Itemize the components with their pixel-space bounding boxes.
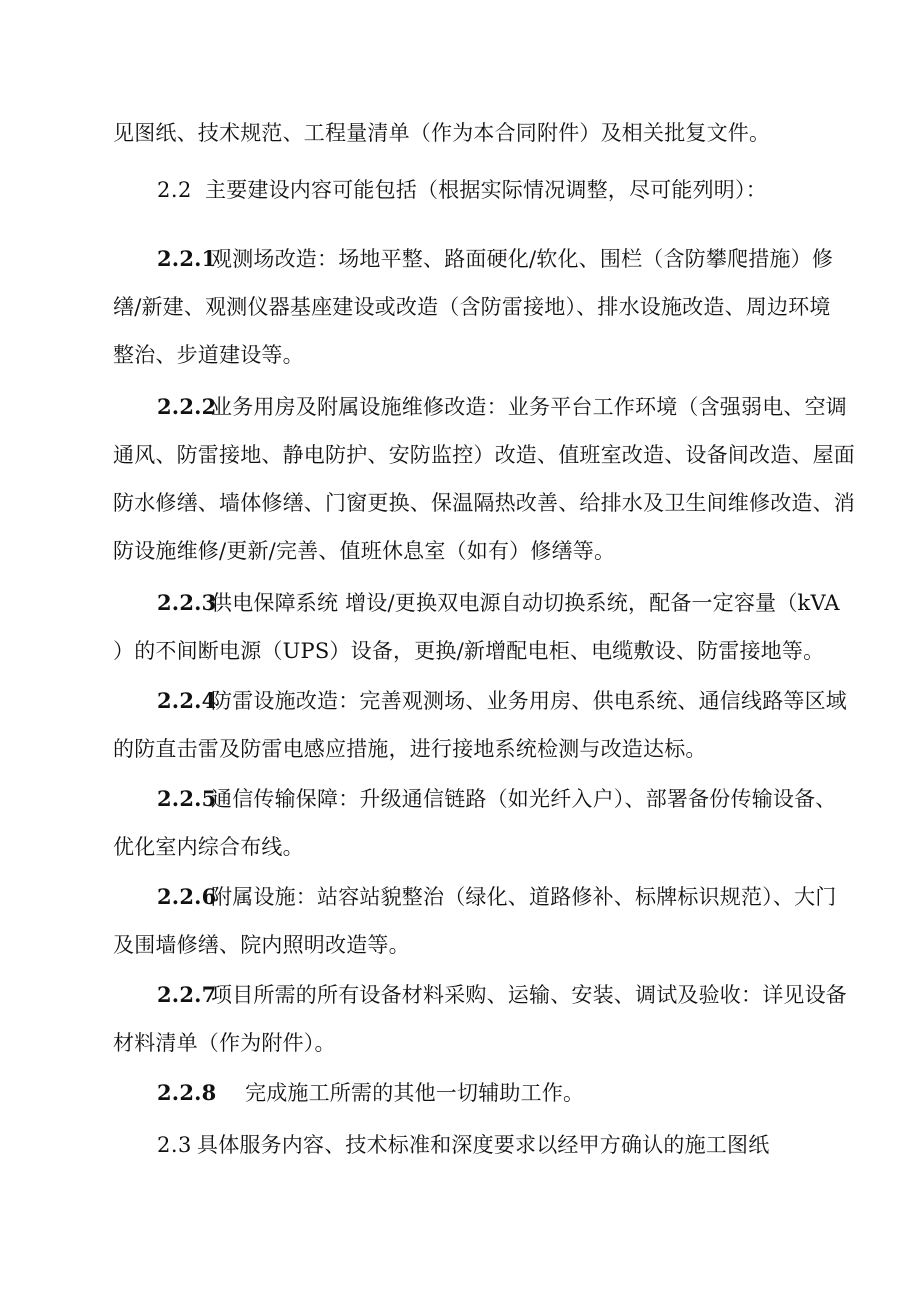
item-2-2-4-line1	[157, 686, 847, 716]
item-2-2-2-line1	[157, 392, 847, 422]
text-line: 项目所需的所有设备材料采购、运输、安装、调试及验收：详见设备	[211, 983, 847, 1007]
item-number: 2.2.4	[157, 688, 217, 713]
item-2-2-5-line2	[113, 832, 304, 862]
item-2-2-3-line2	[113, 636, 824, 666]
item-2-2-6-line2	[113, 930, 410, 960]
section-number: 2.2	[157, 178, 192, 202]
item-number: 2.2.1	[157, 246, 217, 271]
text-line: 业务用房及附属设施维修改造：业务平台工作环境（含强弱电、空调	[211, 395, 847, 419]
text-line: 通风、防雷接地、静电防护、安防监控）改造、值班室改造、设备间改造、屋面	[113, 443, 855, 467]
section-2-2	[157, 175, 767, 205]
text-line: 的防直击雷及防雷电感应措施，进行接地系统检测与改造达标。	[113, 737, 707, 761]
item-number: 2.2.8	[157, 1080, 217, 1105]
text-line: 观测场改造：场地平整、路面硬化/软化、围栏（含防攀爬措施）修	[211, 247, 834, 271]
item-2-2-1-line1	[157, 244, 833, 274]
item-2-2-2-line4	[113, 536, 615, 566]
item-2-2-2-line3	[113, 488, 855, 518]
text-line: 防雷设施改造：完善观测场、业务用房、供电系统、通信线路等区域	[211, 689, 847, 713]
text-line: 材料清单（作为附件）。	[113, 1031, 336, 1055]
item-2-2-7-line1	[157, 980, 847, 1010]
item-2-2-8	[157, 1078, 584, 1108]
section-text: 主要建设内容可能包括（根据实际情况调整，尽可能列明）：	[205, 178, 767, 202]
item-2-2-6-line1	[157, 882, 837, 912]
text-line: 供电保障系统 增设/更换双电源自动切换系统，配备一定容量（kVA	[211, 591, 840, 615]
text-line: 优化室内综合布线。	[113, 835, 304, 859]
item-number: 2.2.5	[157, 786, 217, 811]
text-line: 整治、步道建设等。	[113, 343, 304, 367]
text-line: 附属设施：站容站貌整治（绿化、道路修补、标牌标识规范）、大门	[211, 885, 837, 909]
paragraph-line	[113, 118, 770, 148]
item-2-2-7-line2	[113, 1028, 336, 1058]
item-2-2-5-line1	[157, 784, 837, 814]
section-2-3	[157, 1130, 769, 1160]
text-line: 防水修缮、墙体修缮、门窗更换、保温隔热改善、给排水及卫生间维修改造、消	[113, 491, 855, 515]
section-number: 2.3	[157, 1133, 192, 1157]
text-line: 通信传输保障：升级通信链路（如光纤入户）、部署备份传输设备、	[211, 787, 837, 811]
text-line: 见图纸、技术规范、工程量清单（作为本合同附件）及相关批复文件。	[113, 121, 771, 145]
item-2-2-2-line2	[113, 440, 855, 470]
item-number: 2.2.3	[157, 590, 217, 615]
item-number: 2.2.6	[157, 884, 217, 909]
text-line: ）的不间断电源（UPS）设备，更换/新增配电柜、电缆敷设、防雷接地等。	[113, 639, 825, 663]
text-line: 完成施工所需的其他一切辅助工作。	[245, 1081, 585, 1105]
item-2-2-4-line2	[113, 734, 707, 764]
item-2-2-3-line1	[157, 588, 840, 618]
item-2-2-1-line2	[113, 292, 831, 322]
text-line: 防设施维修/更新/完善、值班休息室（如有）修缮等。	[113, 539, 616, 563]
item-number: 2.2.7	[157, 982, 217, 1007]
item-2-2-1-line3	[113, 340, 304, 370]
section-text: 具体服务内容、技术标准和深度要求以经甲方确认的施工图纸	[197, 1133, 770, 1157]
text-line: 及围墙修缮、院内照明改造等。	[113, 933, 410, 957]
item-number: 2.2.2	[157, 394, 217, 419]
text-line: 缮/新建、观测仪器基座建设或改造（含防雷接地）、排水设施改造、周边环境	[113, 295, 831, 319]
